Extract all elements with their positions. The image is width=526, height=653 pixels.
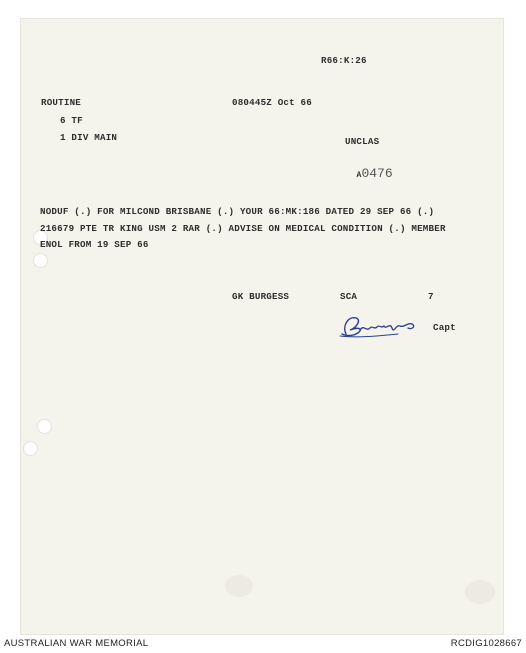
punch-hole: [37, 419, 52, 434]
originator-office: SCA: [340, 291, 358, 302]
paper-smudge: [465, 580, 495, 604]
message-line: NODUF (.) FOR MILCOND BRISBANE (.) YOUR 66:MK:186 DATED 29 SEP 66 (.): [40, 206, 435, 217]
serial-number: 0476: [361, 166, 393, 182]
serial-stamp: [345, 158, 393, 180]
archive-id: RCDIG1028667: [450, 638, 522, 649]
paper-smudge: [225, 575, 253, 597]
handwritten-signature: [338, 308, 420, 340]
officer-rank: Capt: [433, 322, 456, 333]
originator-extension: 7: [428, 291, 434, 302]
precedence: ROUTINE: [41, 97, 81, 108]
date-time-group: 080445Z Oct 66: [232, 97, 312, 108]
classification: UNCLAS: [345, 136, 380, 147]
punch-hole: [33, 253, 48, 268]
document-sheet: [20, 18, 504, 635]
originator-name: GK BURGESS: [232, 291, 290, 302]
recipient-line: 1 DIV MAIN: [60, 132, 118, 143]
archive-credit: AUSTRALIAN WAR MEMORIAL: [4, 638, 149, 649]
punch-hole: [23, 441, 38, 456]
message-line: 216679 PTE TR KING USM 2 RAR (.) ADVISE ON MEDICAL CONDITION (.) MEMBER: [40, 223, 446, 234]
serial-prefix: A: [356, 171, 362, 181]
recipient-line: 6 TF: [60, 115, 83, 126]
message-line: ENOL FROM 19 SEP 66: [40, 239, 149, 250]
reference-number: R66:K:26: [321, 55, 367, 66]
